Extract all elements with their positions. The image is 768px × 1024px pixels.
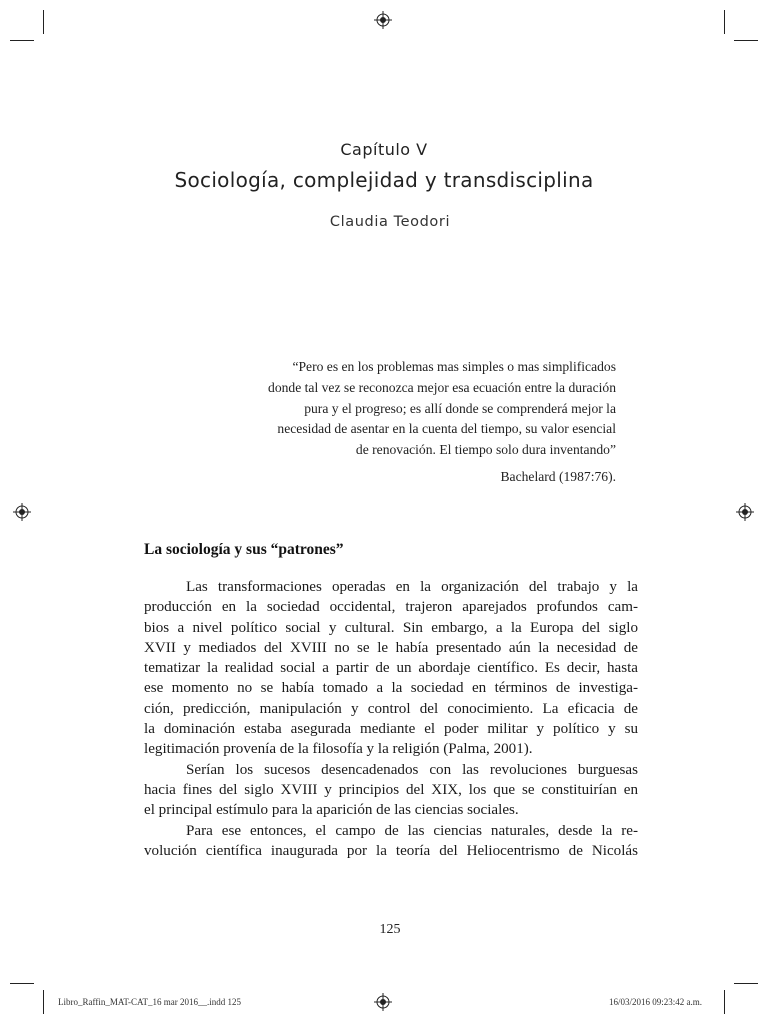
epigraph-line: pura y el progreso; es allí donde se comprenderá mejor la bbox=[304, 400, 616, 416]
crop-mark-bottom-left-horizontal bbox=[10, 983, 34, 984]
body-line: legitimación provenía de la filosofía y la religión (Palma, 2001). bbox=[144, 741, 533, 758]
chapter-title: Sociología, complejidad y transdisciplina bbox=[174, 168, 594, 192]
epigraph-line: de renovación. El tiempo solo dura inventando” bbox=[355, 442, 616, 458]
print-slug-timestamp: 16/03/2016 09:23:42 a.m. bbox=[609, 997, 702, 1007]
body-line: XVII y mediados del XVIII no se le había presentado aún la necesidad de bbox=[144, 639, 638, 656]
registration-target-icon bbox=[736, 503, 754, 521]
body-line: Las transformaciones operadas en la organización del trabajo y la bbox=[186, 579, 638, 595]
body-line: hacia fines del siglo XVIII y principios del XIX, los que se constituirían en bbox=[144, 781, 638, 798]
body-line: Para ese entonces, el campo de las ciencias naturales, desde la re- bbox=[186, 822, 638, 839]
body-line: producción en la sociedad occidental, trajeron aparejados profundos cam- bbox=[144, 599, 638, 616]
epigraph-line: necesidad de asentar en la cuenta del tiempo, su valor esencial bbox=[277, 421, 616, 437]
chapter-label: Capítulo V bbox=[340, 140, 428, 159]
body-line: Serían los sucesos desencadenados con las revoluciones burguesas bbox=[186, 761, 638, 778]
crop-mark-top-right-horizontal bbox=[734, 40, 758, 41]
body-line: ese momento no se había tomado a la sociedad en términos de investiga- bbox=[144, 680, 638, 697]
crop-mark-top-left-horizontal bbox=[10, 40, 34, 41]
registration-target-icon bbox=[374, 993, 392, 1011]
body-text bbox=[144, 577, 638, 861]
chapter-author: Claudia Teodori bbox=[329, 214, 451, 230]
body-line: ción, predicción, manipulación y control del conocimiento. La eficacia de bbox=[144, 700, 638, 717]
epigraph-line: “Pero es en los problemas mas simples o mas simplificados bbox=[292, 359, 616, 374]
body-line: bios a nivel político social y cultural. Sin embargo, a la Europa del siglo bbox=[144, 619, 638, 636]
epigraph-line: donde tal vez se reconozca mejor esa ecuación entre la duración bbox=[268, 379, 616, 395]
registration-target-icon bbox=[374, 11, 392, 29]
crop-mark-top-left-vertical bbox=[43, 10, 44, 34]
crop-mark-top-right-vertical bbox=[724, 10, 725, 34]
epigraph bbox=[200, 357, 616, 461]
body-line: el principal estímulo para la aparición de las ciencias sociales. bbox=[144, 802, 519, 819]
epigraph-citation: Bachelard (1987:76). bbox=[500, 469, 616, 484]
section-heading: La sociología y sus “patrones” bbox=[144, 541, 344, 558]
page-number: 125 bbox=[379, 922, 401, 937]
body-line: tematizar la realidad social a partir de un abordaje científico. Es decir, hasta bbox=[144, 660, 638, 677]
body-line: la dominación estaba asegurada mediante el poder militar y político y su bbox=[144, 721, 638, 738]
registration-target-icon bbox=[13, 503, 31, 521]
crop-mark-bottom-left-vertical bbox=[43, 990, 44, 1014]
crop-mark-bottom-right-vertical bbox=[724, 990, 725, 1014]
body-line: volución científica inaugurada por la teoría del Heliocentrismo de Nicolás bbox=[144, 842, 638, 859]
print-slug-file: Libro_Raffin_MAT-CAT_16 mar 2016__.indd 125 bbox=[58, 997, 241, 1007]
crop-mark-bottom-right-horizontal bbox=[734, 983, 758, 984]
